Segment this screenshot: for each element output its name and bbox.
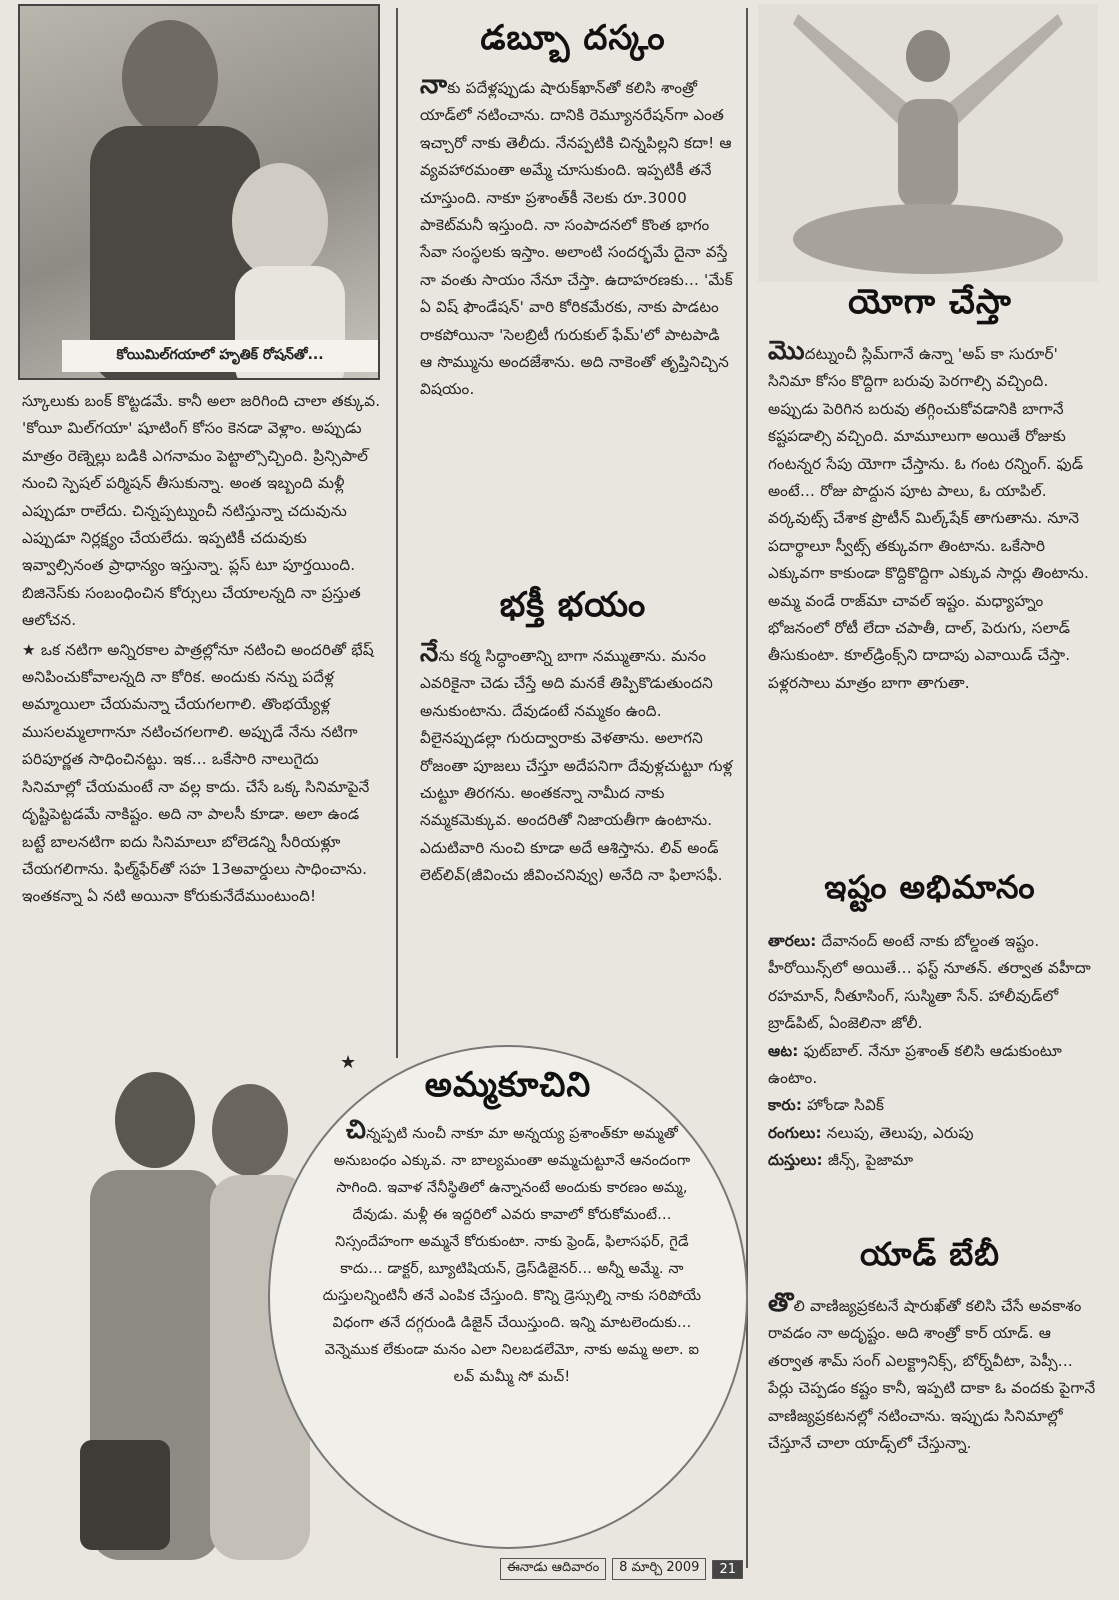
column-rule-left [396, 8, 398, 1058]
heading-yoga-chesta: యోగా చేస్తా [848, 282, 1012, 322]
fav-dustulu [768, 1147, 1098, 1174]
fav-label: తారలు: [768, 932, 817, 950]
col2-paragraph-2: ను కర్మ సిద్ధాంతాన్ని బాగా నమ్ముతాను. మనం ఎవరికైనా చెడు చేస్తే అది మనకే తిప్పికొడుతుందని అనుకుంటాను. దేవుడంటే నమ్మకం ఉంది. వీలైనప్పుడల్లా గురుద్వారాకు వెళతాను. అలాగని రోజంతా పూజలు చేస్తూ అదేపనిగా దేవుళ్లచుట్టూ గుళ్ల చుట్టూ తిరగను. అంతకన్నా నామీద నాకు నమ్మకమెక్కువ. అందరితో నిజాయతీగా ఉంటాను. ఎదుటివారి నుంచి కూడా అదే ఆశిస్తాను. లివ్ అండ్ లెట్‌లివ్(జీవించు జీవించనివ్వు) అనేది నా ఫిలాసఫీ. [420, 647, 733, 885]
fav-aata [768, 1038, 1098, 1093]
col1-paragraph-1: స్కూలుకు బంక్ కొట్టడమే. కానీ అలా జరిగింది చాలా తక్కువ. 'కోయీ మిల్‌గయా' షూటింగ్ కోసం కెనడా వెళ్లాం. అప్పుడు మాత్రం రెణ్నెల్లు బడికి ఎగనామం పెట్టాల్సొచ్చింది. ప్రిన్సిపాల్ నుంచి స్పెషల్ పర్మిషన్ తీసుకున్నా. అంత ఇబ్బంది మళ్లీ ఎప్పుడూ రాలేదు. చిన్నప్పట్నుంచీ నటిస్తున్నా చదువును ఎప్పుడూ నిర్లక్ష్యం చేయలేదు. ఇప్పటికీ చదువుకు ఇవ్వాల్సినంత ప్రాధాన్యం ఇస్తున్నా. ప్లస్ టూ పూర్తయింది. బిజినెస్‌కు సంబంధించిన కోర్సులు చేయాలన్నది నా ప్రస్తుత ఆలోచన. [22, 392, 381, 630]
heading-ad-baby: యాడ్ బేబీ [860, 1235, 1000, 1273]
heading-ishtam-abhimanam: ఇష్టం అభిమానం [824, 868, 1036, 906]
drop-cap: మొ [768, 336, 805, 366]
fav-label: రంగులు: [768, 1123, 822, 1142]
yoga-figure [758, 4, 1098, 282]
col3-paragraph-3: లి వాణిజ్యప్రకటనే షారుఖ్‌తో కలిసి చేసే అవకాశం రావడం నా అదృష్టం. అది శాంత్రో కార్ యాడ్. ఆ తర్వాత శామ్ సంగ్ ఎలక్ట్రానిక్స్, బోర్న్‌వీటా, పెప్సీ... పేర్లు చెప్పడం కష్టం కానీ, ఇప్పటి దాకా ఓ వందకు పైగానే వాణిజ్యప్రకటనల్లో నటించాను. ఇప్పుడు సినిమాల్లో చేస్తూనే చాలా యాడ్స్‌లో చేస్తున్నా. [768, 1297, 1096, 1453]
heading-bhakti-bhayam: భక్తీ భయం [499, 585, 647, 625]
fav-value: జీన్స్, పైజామా [827, 1151, 914, 1170]
photo-hrithik-roshan [18, 4, 380, 380]
column-2-section-1 [420, 72, 736, 404]
fav-label: ఆట: [768, 1041, 799, 1060]
drop-cap: నా [420, 70, 448, 100]
drop-cap: చి [345, 1115, 367, 1145]
column-3-favorites [768, 928, 1098, 1175]
drop-cap: తొ [768, 1288, 794, 1318]
fav-label: కారు: [768, 1096, 803, 1115]
yoga-photo [758, 4, 1098, 282]
footer-date: 8 మార్చి 2009 [612, 1558, 706, 1580]
column-1 [22, 388, 382, 911]
photo-figures [20, 6, 378, 378]
amma-koochini-circle [268, 1045, 748, 1549]
fav-label: దుస్తులు: [768, 1151, 823, 1170]
column-2-section-2 [420, 640, 736, 890]
star-divider: ★ [340, 1052, 357, 1073]
fav-value: హోండా సివిక్ [807, 1096, 885, 1115]
footer [500, 1558, 743, 1580]
fav-value: దేవానంద్ అంటే నాకు బోల్డంత ఇష్టం. హీరోయిన్స్‌లో అయితే... ఫస్ట్ నూతన్. తర్వాత వహీదా రహమాన్, నీతూసింగ్, సుస్మితా సేన్. హాలీవుడ్‌లో బ్రాడ్‌పిట్, ఏంజెలినా జోలీ. [768, 932, 1091, 1033]
heading-amma-koochini: అమ్మకూచిని [424, 1065, 592, 1105]
photo-caption: కోయిమిల్‌గయాలో హృతిక్ రోషన్‌తో... [62, 340, 378, 372]
col2-paragraph-1: కు పదేళ్లప్పుడు షారుక్‌ఖాన్‌తో కలిసి శాంత్రో యాడ్‌లో నటించాను. దానికి రెమ్యూనరేషన్‌గా ఎంత ఇచ్చారో నాకు తెలీదు. నేనప్పటికి చిన్నపిల్లని కదా! ఆ వ్యవహారమంతా అమ్మే చూసుకుంది. ఇప్పటికీ తనే చూస్తుంది. నాకూ ప్రశాంత్‌కీ నెలకు రూ.3000 పాకెట్‌మనీ ఇస్తుంది. నా సంపాదనలో కొంత భాగం సేవా సంస్థలకు ఇస్తాం. అలాంటి సందర్భమే దైనా వస్తే నా వంతు సాయం నేనూ చేస్తా. ఉదాహరణకు... 'మేక్ ఏ విష్ ఫౌండేషన్' వారి కోరికమేరకు, నాకు పాడటం రాకపోయినా 'సెలబ్రిటీ గురుకుల్ ఫేమ్'లో పాటపాడి ఆ సొమ్మును అందజేశాను. అది నాకెంతో తృప్తినిచ్చిన విషయం. [420, 79, 733, 399]
col3-paragraph-1: దట్నుంచీ స్లిమ్‌గానే ఉన్నా 'అప్ కా సురూర్' సినిమా కోసం కొద్దిగా బరువు పెరగాల్సి వచ్చింది. అప్పుడు పెరిగిన బరువు తగ్గించుకోవడానికి బాగానే కష్టపడాల్సి వచ్చింది. మామూలుగా అయితే రోజుకు గంటన్నర సేపు యోగా చేస్తాను. ఓ గంట రన్నింగ్. ఫుడ్ అంటే... రోజు పొద్దున పూట పాలు, ఓ యాపిల్. వర్కవుట్స్ చేశాక ప్రొటీన్ మిల్క్‌షేక్ తాగుతాను. నూనె పదార్థాలూ స్వీట్స్ తక్కువగా తింటాను. ఒకేసారి ఎక్కువగా కాకుండా కొద్దికొద్దిగా ఎక్కువ సార్లు తింటాను. అమ్మ వండే రాజ్‌మా చావల్ ఇష్టం. మధ్యాహ్నం భోజనంలో రోటీ లేదా చపాతీ, దాల్, పెరుగు, సలాడ్ తీసుకుంటా. కూల్‌డ్రింక్స్‌ని దాదాపు ఎవాయిడ్ చేస్తా. పళ్లరసాలు మాత్రం బాగా తాగుతా. [768, 345, 1089, 692]
column-3-section-3 [768, 1290, 1098, 1457]
heading-dabbu-dasskam: డబ్బూ దస్కం [480, 18, 666, 58]
fav-value: ఫుట్‌బాల్. నేనూ ప్రశాంత్ కలిసి ఆడుకుంటూ ఉంటాం. [768, 1041, 1062, 1088]
fav-kaaru [768, 1092, 1098, 1119]
circle-text [322, 1117, 702, 1391]
column-3-section-1 [768, 338, 1098, 697]
footer-publication: ఈనాడు ఆదివారం [500, 1558, 606, 1580]
col1-paragraph-2: ★ ఒక నటిగా అన్నిరకాల పాత్రల్లోనూ నటించి అందరితో భేష్ అనిపించుకోవాలన్నది నా కోరిక. అందుకు నన్ను పదేళ్ల అమ్మాయిలా చేయమన్నా చేయగలగాలి. తొంభయ్యేళ్ల ముసలమ్మలాగానూ నటించగలగాలి. అప్పుడే నేను నటిగా పరిపూర్ణత సాధించినట్టు. ఇక... ఒకేసారి నాలుగైదు సినిమాల్లో చేయమంటే నా వల్ల కాదు. చేసే ఒక్క సినిమాపైనే దృష్టిపెట్టడమే నాకిష్టం. అది నా పాలసీ కూడా. అలా ఉండ బట్టే బాలనటిగా ఐదు సినిమాలూ బోలెడన్ని సీరియళ్లూ చేయగలిగాను. ఫిల్మ్‌ఫేర్‌తో సహ 13అవార్డులు సాధించాను. ఇంతకన్నా ఏ నటి అయినా కోరుకునేదేముంటుంది! [22, 640, 374, 906]
circle-paragraph: న్నప్పటి నుంచీ నాకూ మా అన్నయ్య ప్రశాంత్‌కూ అమ్మతో అనుబంధం ఎక్కువ. నా బాల్యమంతా అమ్మచుట్టూనే ఆనందంగా సాగింది. ఇవాళ నేనీస్థితిలో ఉన్నానంటే అందుకు కారణం అమ్మ, దేవుడు. మళ్లీ ఈ ఇద్దరిలో ఎవరు కావాలో కోరుకోమంటే... నిస్సందేహంగా అమ్మనే కోరుకుంటా. నాకు ఫ్రెండ్, ఫిలాసఫర్, గైడే కాదు... డాక్టర్, బ్యూటిషియన్, డ్రెస్‌డిజైనర్... అన్నీ అమ్మే. నా దుస్తులన్నింటినీ తనే ఎంపిక చేస్తుంది. కొన్ని డ్రెస్సుల్ని నాకు సరిపోయే విధంగా తనే దగ్గరుండి డిజైన్ చేయిస్తుంది. ఇన్ని మాటలెందుకు... వెన్నెముక లేకుండా మనం ఎలా నిలబడలేమో, నాకు అమ్మ అలా. ఐ లవ్ మమ్మీ సో మచ్! [322, 1126, 702, 1385]
footer-page-number: 21 [712, 1560, 743, 1579]
fav-taaralu [768, 928, 1098, 1038]
fav-value: నలుపు, తెలుపు, ఎరుపు [826, 1123, 974, 1142]
drop-cap: నే [420, 638, 439, 668]
fav-rangulu [768, 1120, 1098, 1147]
column-rule-right [746, 8, 748, 1568]
